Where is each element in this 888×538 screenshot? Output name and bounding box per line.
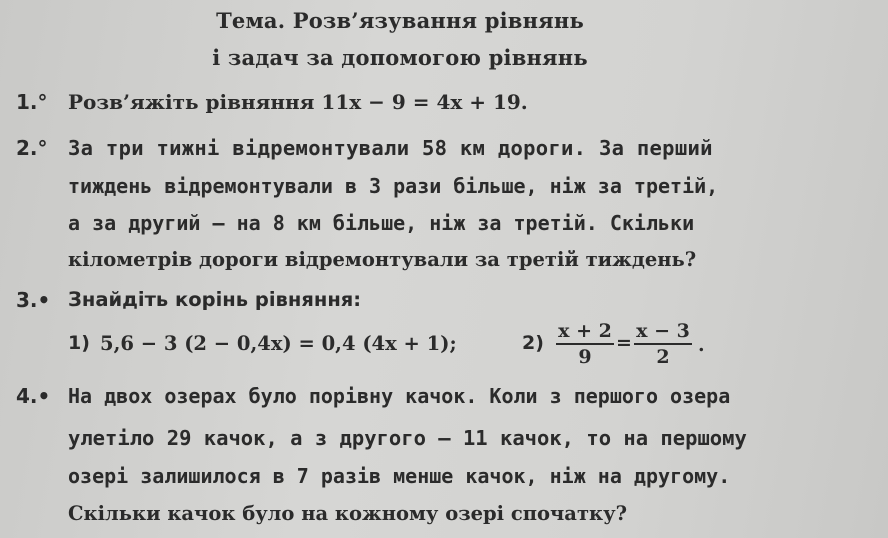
fraction-right-numerator: x − 3	[634, 320, 692, 345]
task-2-number: 2.°	[16, 136, 48, 160]
equation-end-period: .	[698, 334, 705, 356]
task-4-line-1: На двох озерах було порівну качок. Коли з першого озера	[68, 384, 731, 408]
task-2-line-3: а за другий — на 8 км більше, ніж за третій. Скільки	[68, 211, 695, 235]
task-4-line-4: Скільки качок було на кожному озері спочатку?	[68, 502, 628, 525]
task-2-line-1: За три тижні відремонтували 58 км дороги. За перший	[68, 136, 713, 160]
fraction-left-denominator: 9	[578, 346, 592, 368]
task-2-line-2: тиждень відремонтували в 3 рази більше, ніж за третій,	[68, 174, 719, 198]
fraction-right	[634, 320, 692, 368]
task-4-line-3: озері залишилося в 7 разів менше качок, ніж на другому.	[68, 464, 731, 488]
task-3-part-1-label: 1)	[68, 332, 90, 354]
task-3-part-2-label: 2)	[522, 332, 544, 354]
topic-title-line-1: Тема. Розв’язування рівнянь	[216, 8, 584, 33]
fraction-left	[556, 320, 614, 368]
task-1-number: 1.°	[16, 90, 48, 114]
task-4-line-2: улетіло 29 качок, а з другого — 11 качок, то на першому	[68, 426, 747, 450]
task-4-number: 4.•	[16, 384, 51, 408]
fraction-right-denominator: 2	[656, 346, 670, 368]
fraction-left-numerator: x + 2	[556, 320, 614, 345]
topic-title-line-2: і задач за допомогою рівнянь	[212, 45, 588, 70]
task-1-text: Розв’яжіть рівняння 11x − 9 = 4x + 19.	[68, 90, 528, 114]
task-3-number: 3.•	[16, 288, 51, 312]
task-2-line-4: кілометрів дороги відремонтували за третій тиждень?	[68, 248, 697, 271]
task-3-text: Знайдіть корінь рівняння:	[68, 288, 362, 311]
task-3-part-1-equation: 5,6 − 3 (2 − 0,4x) = 0,4 (4x + 1);	[100, 332, 457, 355]
equals-sign: =	[616, 332, 632, 354]
